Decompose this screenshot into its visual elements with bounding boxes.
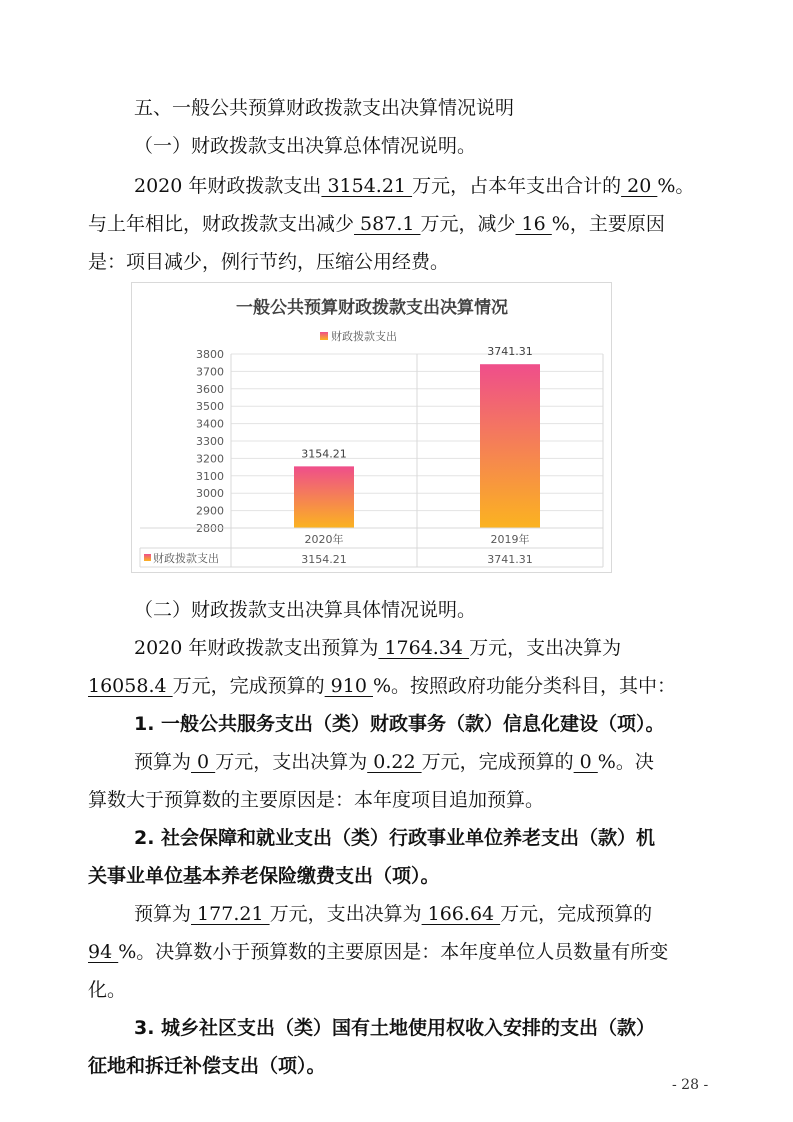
item-1-line-2: 算数大于预算数的主要原因是：本年度项目追加预算。 [88, 789, 545, 811]
paragraph-2-line-1: 2020 年财政拨款支出预算为 1764.34 万元，支出决算为 [134, 637, 622, 659]
bar-1 [480, 364, 540, 528]
item-1-percent: 0 [573, 751, 598, 773]
subsection-1-heading: （一）财政拨款支出决算总体情况说明。 [134, 135, 477, 157]
y-tick-label: 3600 [196, 382, 224, 396]
section-heading: 五、一般公共预算财政拨款支出决算情况说明 [134, 97, 515, 119]
paragraph-1-line-2: 与上年相比，财政拨款支出减少 587.1 万元，减少 16 %，主要原因 [88, 213, 665, 235]
paragraph-1-line-3: 是：项目减少，例行节约，压缩公用经费。 [88, 251, 450, 273]
table-legend-swatch [144, 554, 151, 561]
table-value: 3741.31 [487, 553, 533, 566]
y-tick-label: 3300 [196, 435, 224, 448]
paragraph-1-line-1: 2020 年财政拨款支出 3154.21 万元，占本年支出合计的 20 %。 [134, 175, 695, 197]
table-value: 3154.21 [301, 553, 347, 566]
bar-0 [294, 466, 354, 528]
item-2-final: 166.64 [421, 903, 501, 925]
page-number: - 28 - [672, 1077, 709, 1093]
value-decrease-amount: 587.1 [354, 213, 421, 235]
item-1-title: 1. 一般公共服务支出（类）财政事务（款）信息化建设（项）。 [134, 713, 665, 735]
paragraph-2-line-2: 16058.4 万元，完成预算的 910 %。按照政府功能分类科目，其中： [88, 675, 677, 697]
y-tick-label: 2800 [196, 522, 224, 535]
value-decrease-percent: 16 [515, 213, 552, 235]
y-tick-label: 3800 [196, 348, 224, 361]
value-total-expenditure: 3154.21 [321, 175, 413, 197]
item-1-final: 0.22 [367, 751, 422, 773]
item-3-title-line-1: 3. 城乡社区支出（类）国有土地使用权收入安排的支出（款） [134, 1017, 656, 1039]
x-category-label: 2019年 [490, 533, 530, 546]
value-share-percent: 20 [621, 175, 658, 197]
bar-value-label: 3741.31 [487, 345, 533, 359]
item-2-line-1: 预算为 177.21 万元，支出决算为 166.64 万元，完成预算的 [134, 903, 653, 925]
legend-swatch [320, 332, 328, 340]
bar-value-label: 3154.21 [301, 447, 347, 461]
item-1-line-1: 预算为 0 万元，支出决算为 0.22 万元，完成预算的 0 %。决 [134, 751, 654, 773]
y-tick-label: 3200 [196, 452, 224, 466]
y-tick-label: 3000 [196, 487, 224, 501]
y-tick-label: 3500 [196, 400, 224, 414]
x-category-label: 2020年 [304, 533, 344, 546]
y-tick-label: 3400 [196, 417, 224, 431]
y-tick-label: 3100 [196, 469, 224, 483]
legend-label: 财政拨款支出 [331, 330, 397, 343]
item-3-title-line-2: 征地和拆迁补偿支出（项）。 [88, 1055, 326, 1077]
value-budget: 1764.34 [378, 637, 470, 659]
item-1-budget: 0 [191, 751, 216, 773]
item-2-title-line-1: 2. 社会保障和就业支出（类）行政事业单位养老支出（款）机 [134, 827, 656, 849]
item-2-percent: 94 [88, 941, 119, 963]
chart-title: 一般公共预算财政拨款支出决算情况 [236, 298, 508, 318]
item-2-line-2: 94 %。决算数小于预算数的主要原因是：本年度单位人员数量有所变 [88, 941, 669, 963]
subsection-2-heading: （二）财政拨款支出决算具体情况说明。 [134, 599, 477, 621]
item-2-budget: 177.21 [191, 903, 270, 925]
item-2-line-3: 化。 [88, 979, 127, 1001]
expenditure-bar-chart [132, 283, 611, 572]
value-final-account: 16058.4 [88, 675, 173, 697]
item-2-title-line-2: 关事业单位基本养老保险缴费支出（项）。 [88, 865, 440, 887]
value-completion-percent: 910 [324, 675, 373, 697]
y-tick-label: 2900 [196, 504, 224, 518]
y-tick-label: 3700 [196, 365, 224, 379]
table-row-label: 财政拨款支出 [153, 552, 219, 565]
